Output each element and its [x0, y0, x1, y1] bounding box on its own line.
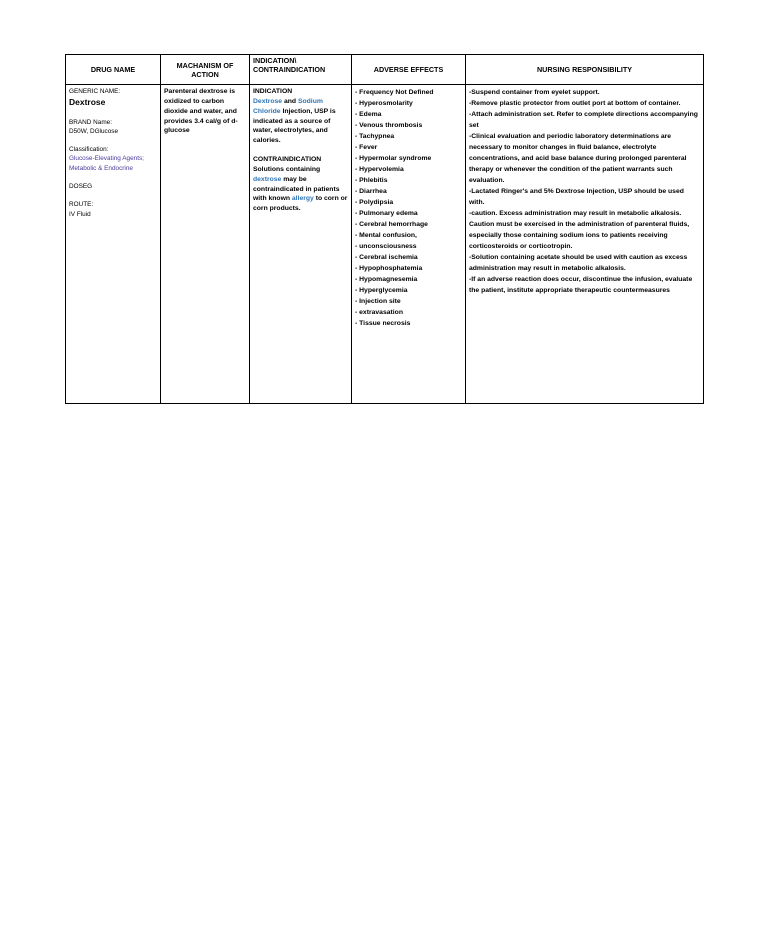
nursing-item: -Remove plastic protector from outlet port at bottom of container.	[469, 100, 681, 107]
header-nursing-responsibility: NURSING RESPONSIBILITY	[466, 55, 703, 85]
drug-name-cell	[66, 85, 161, 403]
adverse-item: - Hyperglycemia	[355, 287, 408, 294]
dextrose-link[interactable]: Dextrose	[253, 97, 283, 105]
adverse-item: - Tissue necrosis	[355, 320, 411, 327]
adverse-item: - Frequency Not Defined	[355, 89, 434, 96]
indication-text: Dextrose and Sodium Chloride Injection, USP is indicated as a source of water, electrolytes, and calories.	[253, 97, 336, 145]
adverse-item: - Diarrhea	[355, 188, 387, 195]
adverse-item: - Pulmonary edema	[355, 210, 418, 217]
adverse-item: - Phlebitis	[355, 177, 388, 184]
indication-cell	[250, 85, 352, 403]
generic-name-value: Dextrose	[69, 97, 106, 108]
adverse-item: - Polydipsia	[355, 199, 394, 206]
adverse-item: - Cerebral hemorrhage	[355, 221, 428, 228]
adverse-item: - Injection site	[355, 298, 401, 305]
adverse-item: - Tachypnea	[355, 133, 395, 140]
generic-name-label: GENERIC NAME:	[69, 88, 121, 95]
adverse-item: - extravasation	[355, 309, 403, 316]
contraindication-text: Solutions containing dextrose may be contraindicated in patients with known allergy to corn or corn products.	[253, 165, 348, 213]
classification-label: Classification:	[69, 146, 109, 154]
nursing-responsibility-cell	[466, 85, 703, 403]
nursing-item: -Lactated Ringer's and 5% Dextrose Injection, USP should be used with.	[469, 188, 684, 206]
adverse-item: - Mental confusion,	[355, 232, 417, 239]
adverse-effects-cell	[352, 85, 466, 403]
dextrose-link-2[interactable]: dextrose	[253, 175, 282, 183]
nursing-item: -caution. Excess administration may result in metabolic alkalosis.	[469, 210, 682, 217]
route-value: IV Fluid	[69, 210, 91, 218]
adverse-item: - Cerebral ischemia	[355, 254, 418, 261]
allergy-link[interactable]: allergy	[291, 195, 314, 203]
nursing-item: -Clinical evaluation and periodic laboratory determinations are necessary to monitor changes in fluid balance, electrolyte concentrations, and acid base balance during prolonged parenteral therapy or whenever the condition of the patient warrants such evaluation.	[469, 133, 687, 184]
header-adverse-effects: ADVERSE EFFECTS	[352, 55, 466, 85]
classification-value-2: Metabolic & Endocrine	[69, 164, 133, 172]
nursing-item: -Suspend container from eyelet support.	[469, 89, 600, 96]
contraindication-label: CONTRAINDICATION	[253, 156, 322, 164]
header-drug-name: DRUG NAME	[66, 55, 161, 85]
dose-label: DOSEG	[69, 183, 93, 190]
sodium-chloride-link[interactable]: Sodium Chloride	[253, 97, 323, 115]
nursing-item: -Attach administration set. Refer to complete directions accompanying set	[469, 111, 698, 129]
adverse-item: - Hypophosphatemia	[355, 265, 423, 272]
mechanism-text: Parenteral dextrose is oxidized to carbon dioxide and water, and provides 3.4 cal/g of d-glucose	[164, 88, 238, 135]
adverse-item: - Venous thrombosis	[355, 122, 423, 129]
adverse-item: - unconsciousness	[355, 243, 417, 250]
adverse-item: - Hypermolar syndrome	[355, 155, 432, 162]
adverse-item: - Fever	[355, 144, 378, 151]
indication-label: INDICATION	[253, 88, 293, 95]
classification-value-1: Glucose-Elevating Agents;	[69, 155, 144, 163]
adverse-item: - Hyperosmolarity	[355, 100, 413, 107]
nursing-item: Caution must be exercised in the administration of parenteral fluids, especially those containing sodium ions to patients receiving corticosteroids or corticotropin.	[469, 221, 690, 250]
header-mechanism: MACHANISM OF ACTION	[161, 55, 250, 85]
mechanism-cell	[161, 85, 250, 403]
brand-name-label: BRAND Name:	[69, 118, 112, 126]
adverse-item: - Edema	[355, 111, 382, 118]
drug-study-table	[65, 54, 704, 404]
brand-name-value: D50W, DGlucose	[69, 127, 119, 135]
route-label: ROUTE:	[69, 201, 94, 209]
nursing-item: -Solution containing acetate should be used with caution as excess administration may result in metabolic alkalosis.	[469, 254, 688, 272]
adverse-item: - Hypomagnesemia	[355, 276, 418, 283]
nursing-item: -If an adverse reaction does occur, discontinue the infusion, evaluate the patient, institute appropriate therapeutic countermeasures	[469, 276, 693, 294]
header-indication: INDICATION\ CONTRAINDICATION	[250, 55, 352, 85]
adverse-item: - Hypervolemia	[355, 166, 404, 173]
